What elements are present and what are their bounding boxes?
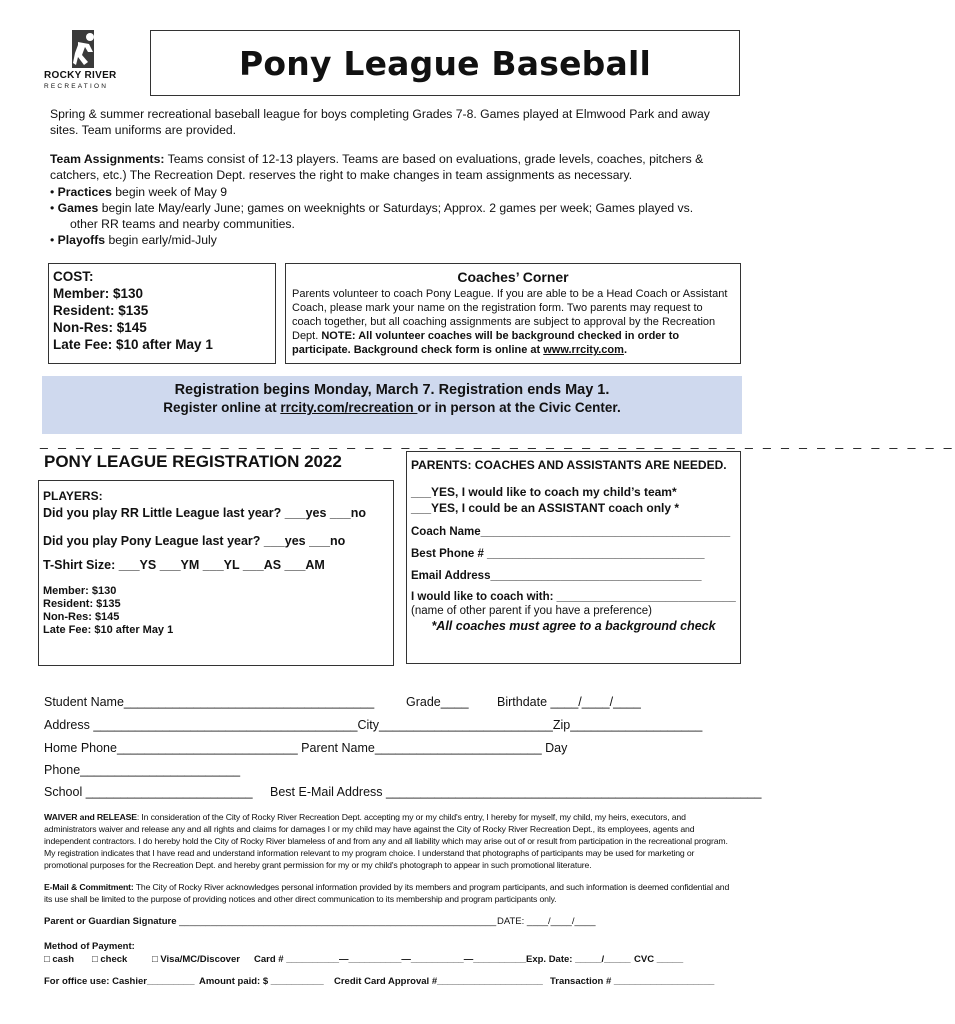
cut-line: _ _ _ _ _ _ _ _ _ _ _ _ _ _ _ _ _ _ _ _ _ _ _ _ _ _ _ _ _ _ _ _ _ _ _ _ _ _ _ _ _ _ _ _ _ _ _ _ _ _ _	[40, 433, 955, 449]
background-check-note: *All coaches must agree to a background check	[431, 619, 716, 633]
coaches-corner-text	[292, 287, 734, 357]
coaches-corner-box	[285, 263, 741, 364]
payment-label: Method of Payment:	[44, 941, 135, 952]
parents-box	[406, 451, 741, 664]
cost-box	[48, 263, 276, 364]
coaches-note: NOTE: All volunteer coaches will be background checked in order to participate. Background check form is online at	[292, 330, 680, 356]
school-field[interactable]: School ________________________	[44, 785, 253, 799]
team-assignments	[50, 151, 740, 183]
little-league-question[interactable]: Did you play RR Little League last year? ___yes ___no	[43, 506, 367, 520]
banner-line2	[42, 399, 742, 417]
waiver-text: : In consideration of the City of Rocky River Recreation Dept. accepting my or my child's entry, I hereby for myself, my child, my heirs, executors, and administrators waiver and release any and all rights and claims for damages I or my child may have against the City of Rocky River Recreation Dept., its employees, agents and independent contractors. I do hereby hold the City of Rocky River blameless of and from any and all liability which may arise out of or result from participation in the recreational program. My registration indicates that I have read and understand information relevant to my program choice. I understand that photographs of participants may be used for marketing or promotional purposes for the Recreation Dept. and hereby grant permission for my or my child's photograph to appear in such promotional literature.	[44, 812, 728, 870]
cost-late-fee: Late Fee: $10 after May 1	[53, 337, 213, 352]
coach-with-note: (name of other parent if you have a preference)	[411, 605, 653, 617]
intro-text: Spring & summer recreational baseball league for boys completing Grades 7-8. Games played at Elmwood Park and away sites. Team uniforms are provided.	[50, 107, 710, 137]
best-phone-field[interactable]: Best Phone # __________________________________	[411, 548, 705, 560]
exp-date-field[interactable]: Exp. Date: _____/_____	[526, 954, 631, 965]
email-commitment-text: The City of Rocky River acknowledges personal information provided by its members and program participants, and such information is deemed confidential and its use shall be limited to the purpose of providing notices and other direct communication to its membership and program participants only.	[44, 882, 730, 904]
bullet-practices: • Practices begin week of May 9	[50, 185, 228, 199]
bullet-practices-text: begin week of May 9	[111, 185, 228, 199]
logo-line1: ROCKY RIVER	[44, 70, 117, 81]
address-field[interactable]: Address ______________________________________City_________________________Zip___________________	[44, 718, 703, 732]
bullet-games: • Games begin late May/early June; games on weeknights or Saturdays; Approx. 2 games per week; Games played vs.	[50, 201, 694, 215]
rocky-river-logo	[44, 28, 134, 92]
title-box	[150, 30, 740, 96]
cashier-field: For office use: Cashier_________	[44, 976, 195, 987]
banner-link[interactable]: rrcity.com/recreation	[280, 400, 418, 415]
cvc-field[interactable]: CVC _____	[634, 954, 684, 965]
waiver-release	[44, 811, 739, 871]
page-title: Pony League Baseball	[239, 43, 651, 83]
cash-checkbox[interactable]: □ cash	[44, 954, 75, 965]
cost-resident: Resident: $135	[53, 303, 149, 318]
banner-line2-pre: Register online at	[163, 400, 281, 415]
bullet-games-cont: other RR teams and nearby communities.	[70, 217, 295, 231]
signature-row	[44, 916, 744, 927]
coaches-link[interactable]: www.rrcity.com	[543, 344, 624, 356]
cost-heading: COST:	[53, 269, 94, 284]
waiver-label: WAIVER and RELEASE	[44, 812, 137, 822]
school-row	[44, 785, 762, 799]
pony-league-question[interactable]: Did you play Pony League last year? ___yes ___no	[43, 534, 346, 548]
email-address-field[interactable]: Email Address_________________________________	[411, 570, 702, 582]
card-checkbox[interactable]: □ Visa/MC/Discover	[152, 954, 240, 965]
banner-line2-post: or in person at the Civic Center.	[417, 400, 621, 415]
birthdate-field[interactable]: Birthdate ____/____/____	[497, 695, 641, 709]
transaction-field: Transaction # ___________________	[550, 976, 715, 987]
logo-line2: RECREATION	[44, 83, 109, 90]
signature-label: Parent or Guardian Signature	[44, 916, 177, 927]
fee-resident: Resident: $135	[43, 598, 121, 610]
bullet-playoffs: • Playoffs begin early/mid-July	[50, 233, 217, 247]
best-email-field[interactable]: Best E-Mail Address ______________________________________________________	[270, 785, 762, 799]
bullet-games-label: Games	[57, 201, 99, 215]
card-number-field[interactable]: Card # __________—__________—__________—__________	[254, 954, 527, 965]
phone-field[interactable]: Phone_______________________	[44, 763, 241, 777]
players-label: PLAYERS:	[43, 489, 103, 503]
registration-banner	[42, 376, 742, 434]
grade-field[interactable]: Grade____	[406, 695, 469, 709]
cost-nonres: Non-Res: $145	[53, 320, 147, 335]
cost-member: Member: $130	[53, 286, 144, 301]
parents-heading: PARENTS: COACHES AND ASSISTANTS ARE NEEDED.	[411, 458, 727, 472]
assignments-text: Teams consist of 12-13 players. Teams are based on evaluations, grade levels, coaches, pitchers & catchers, etc.) The Recreation Dept. reserves the right to make changes in team assignments as necessary.	[50, 152, 704, 182]
card-approval-field: Credit Card Approval #____________________	[334, 976, 543, 987]
fee-nonres: Non-Res: $145	[43, 611, 120, 623]
head-coach-option[interactable]: ___YES, I would like to coach my child’s team*	[411, 485, 677, 499]
registration-title: PONY LEAGUE REGISTRATION 2022	[44, 452, 342, 471]
fee-member: Member: $130	[43, 585, 117, 597]
date-field[interactable]: DATE: ____/____/____	[497, 916, 596, 927]
schedule-bullets	[50, 184, 740, 248]
coach-with-field[interactable]: I would like to coach with: ____________________________	[411, 591, 736, 603]
home-phone-row[interactable]: Home Phone__________________________ Parent Name________________________ Day	[44, 741, 568, 755]
coaches-text: Parents volunteer to coach Pony League. If you are able to be a Head Coach or Assistant Coach, please mark your name on the registration form. Two parents may request to coach together, but all coaching assignments are subject to approval by the Recreation Dept.	[292, 288, 728, 342]
bullet-games-text: begin late May/early June; games on weeknights or Saturdays; Approx. 2 games per week; Games played vs.	[98, 201, 694, 215]
tshirt-size-field[interactable]: T-Shirt Size: ___YS ___YM ___YL ___AS ___AM	[43, 558, 325, 572]
coaches-end: .	[623, 344, 627, 356]
student-row	[44, 695, 744, 709]
assistant-coach-option[interactable]: ___YES, I could be an ASSISTANT coach only *	[411, 501, 680, 515]
coach-name-field[interactable]: Coach Name_______________________________________	[411, 526, 731, 538]
players-box	[38, 480, 394, 666]
email-commitment	[44, 881, 739, 905]
email-commitment-label: E-Mail & Commitment:	[44, 882, 134, 892]
signature-field[interactable]: ____________________________________________________________	[176, 916, 497, 927]
student-name-field[interactable]: Student Name____________________________________	[44, 695, 375, 709]
bullet-playoffs-label: Playoffs	[57, 233, 106, 247]
check-checkbox[interactable]: □ check	[92, 954, 128, 965]
bullet-playoffs-text: begin early/mid-July	[105, 233, 217, 247]
fee-late: Late Fee: $10 after May 1	[43, 624, 174, 636]
payment-method	[44, 940, 744, 966]
coaches-corner-title: Coaches’ Corner	[457, 269, 569, 285]
assignments-label: Team Assignments:	[50, 152, 165, 166]
bullet-practices-label: Practices	[57, 185, 112, 199]
runner-icon	[44, 28, 134, 70]
amount-paid-field: Amount paid: $ __________	[199, 976, 324, 987]
banner-line1: Registration begins Monday, March 7. Registration ends May 1.	[174, 382, 610, 398]
